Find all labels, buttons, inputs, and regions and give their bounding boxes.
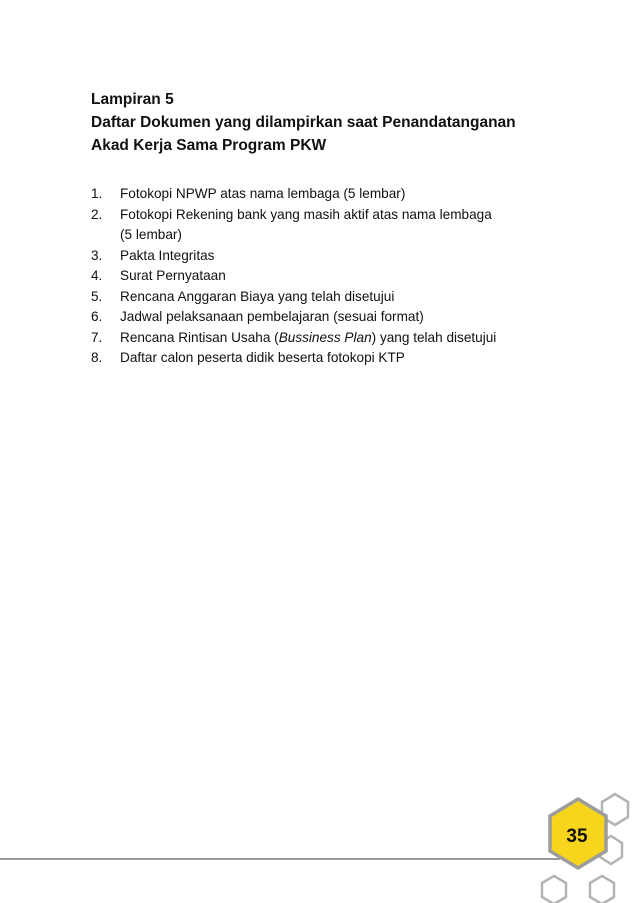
footer-rule bbox=[0, 858, 560, 860]
list-item-text-before: Rencana Rintisan Usaha ( bbox=[120, 329, 279, 345]
list-item bbox=[91, 287, 561, 308]
hexagon-outline-bottom-left bbox=[542, 876, 566, 903]
list-item-text: Rencana Anggaran Biaya yang telah disetujui bbox=[120, 288, 395, 304]
list-item-text: Fotokopi NPWP atas nama lembaga (5 lembar) bbox=[120, 186, 406, 201]
list-item bbox=[91, 184, 561, 205]
list-item bbox=[91, 328, 561, 349]
page-title: Daftar Dokumen yang dilampirkan saat Penandatanganan bbox=[91, 114, 516, 131]
list-item-number: 8. bbox=[91, 350, 103, 365]
list-item-text: Daftar calon peserta didik beserta fotokopi KTP bbox=[120, 350, 405, 365]
list-item-text-after: ) yang telah disetujui bbox=[371, 329, 497, 345]
list-item-text: Surat Pernyataan bbox=[120, 268, 226, 283]
list-item bbox=[91, 205, 561, 246]
page-subtitle: Akad Kerja Sama Program PKW bbox=[91, 137, 327, 154]
list-item bbox=[91, 307, 561, 328]
page-header bbox=[91, 88, 561, 157]
hexagon-outline-bottom-right bbox=[590, 876, 614, 903]
list-item-number: 2. bbox=[91, 206, 103, 222]
list-item bbox=[91, 246, 561, 267]
appendix-label: Lampiran 5 bbox=[91, 91, 174, 108]
list-item-number: 6. bbox=[91, 309, 103, 324]
list-item-text: Pakta Integritas bbox=[120, 247, 215, 263]
list-item-text: Jadwal pelaksanaan pembelajaran (sesuai format) bbox=[120, 309, 424, 324]
list-item bbox=[91, 348, 561, 369]
list-item-text-continued: (5 lembar) bbox=[120, 227, 182, 242]
page-number: 35 bbox=[566, 826, 588, 847]
list-item bbox=[91, 266, 561, 287]
document-list bbox=[91, 184, 561, 369]
list-item-number: 5. bbox=[91, 288, 103, 304]
list-item-number: 7. bbox=[91, 329, 103, 345]
list-item-number: 1. bbox=[91, 186, 103, 201]
list-item-number: 4. bbox=[91, 268, 103, 283]
list-item-number: 3. bbox=[91, 247, 103, 263]
list-item-text: Fotokopi Rekening bank yang masih aktif atas nama lembaga bbox=[120, 206, 492, 222]
list-item-text-italic: Bussiness Plan bbox=[278, 329, 372, 345]
